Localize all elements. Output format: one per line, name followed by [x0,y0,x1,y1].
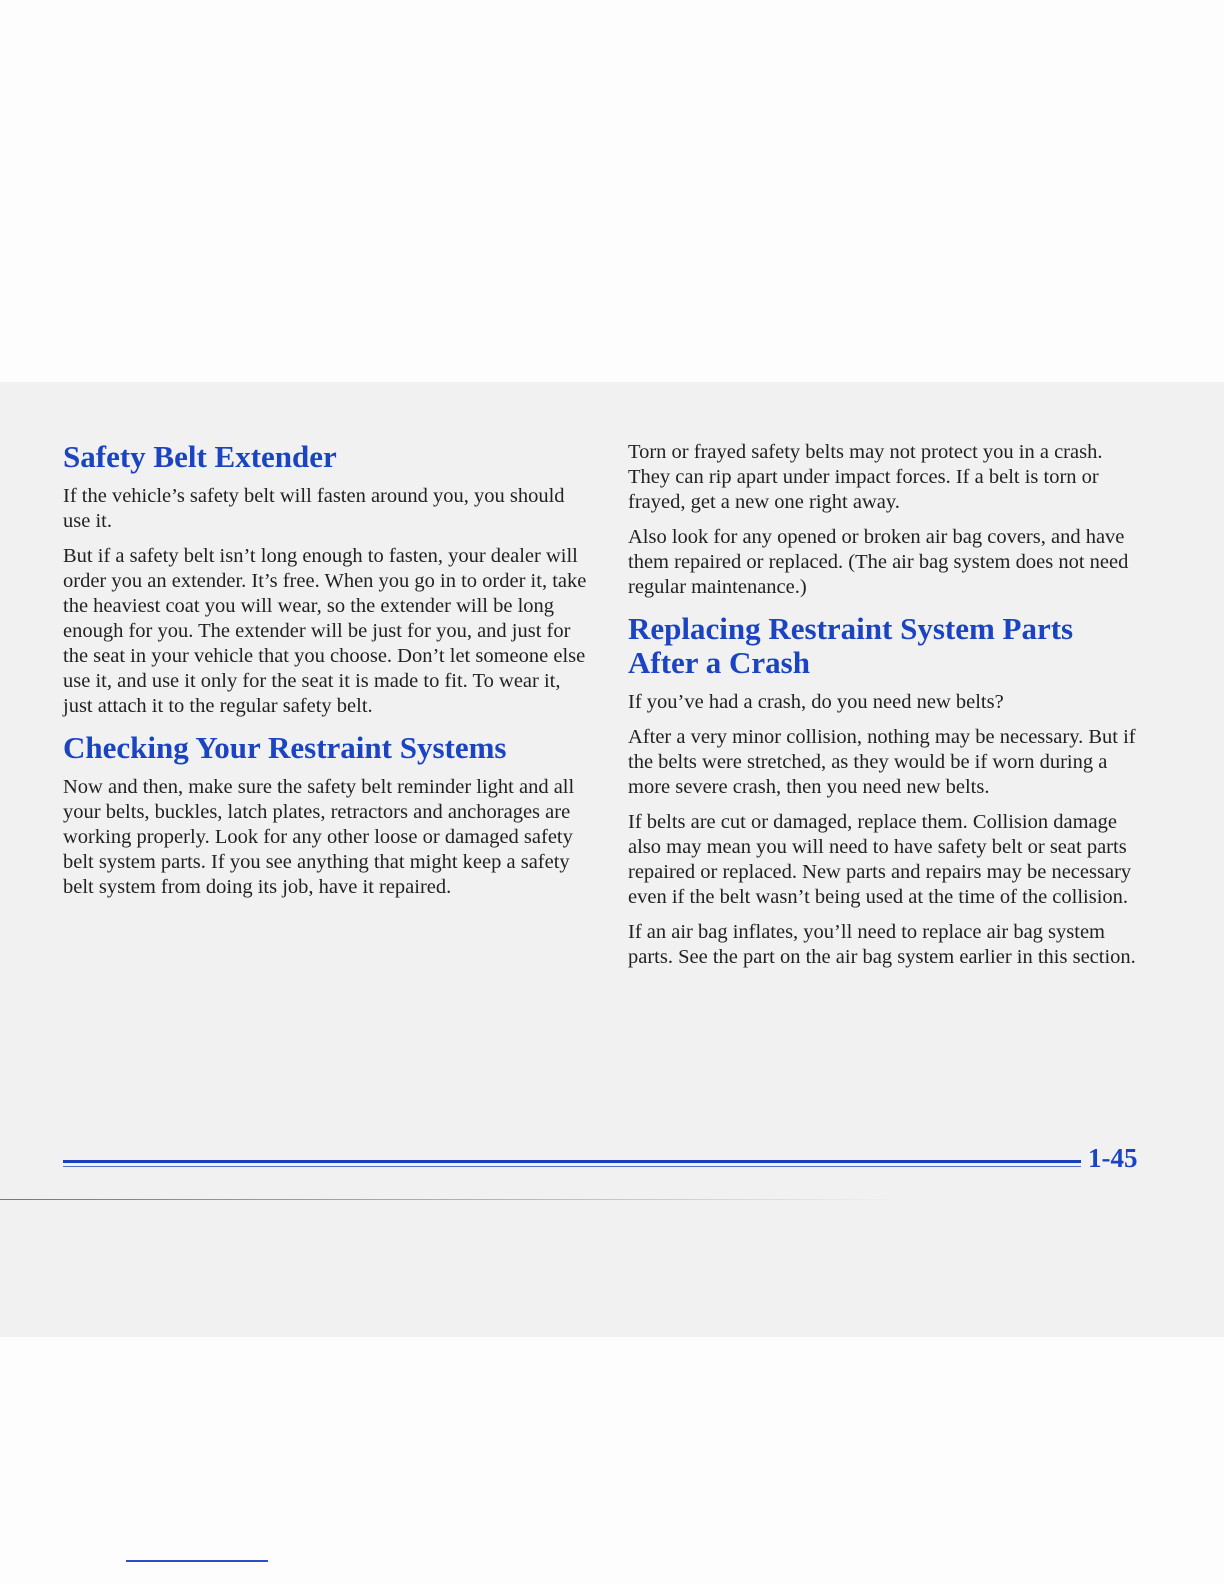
extender-paragraph-1: If the vehicle’s safety belt will fasten around you, you should use it. [63,485,565,532]
replacing-paragraph-4: If an air bag inflates, you’ll need to replace air bag system parts. See the part on the air bag system earlier in this section. [628,921,1136,968]
heading-safety-belt-extender: Safety Belt Extender [63,439,337,474]
air-bag-covers-paragraph: Also look for any opened or broken air bag covers, and have them repaired or replaced. (The air bag system does not need regular maintenance.) [628,526,1129,598]
replacing-paragraph-1: If you’ve had a crash, do you need new belts? [628,691,1004,713]
torn-belts-paragraph: Torn or frayed safety belts may not protect you in a crash. They can rip apart under impact forces. If a belt is torn or frayed, get a new one right away. [628,441,1103,513]
right-column [628,440,1148,970]
replacing-paragraph-2: After a very minor collision, nothing may be necessary. But if the belts were stretched, as they would be if worn during a more severe crash, then you need new belts. [628,726,1136,798]
extender-paragraph-2: But if a safety belt isn’t long enough to fasten, your dealer will order you an extender. It’s free. When you go in to order it, take the heaviest coat you will wear, so the extender will be long enough for you. The extender will be just for you, and just for the seat in your vehicle that you choose. Don’t let someone else use it, and use it only for the seat it is made to fit. To wear it, just attach it to the regular safety belt. [63,545,587,717]
heading-checking-restraint-systems: Checking Your Restraint Systems [63,730,507,765]
checking-paragraph-1: Now and then, make sure the safety belt reminder light and all your belts, buckles, latch plates, retractors and anchorages are working properly. Look for any other loose or damaged safety belt system parts. If you see anything that might keep a safety belt system from doing its job, have it repaired. [63,776,575,898]
scan-artifact-line [0,1199,900,1200]
footer-rule [63,1160,1081,1167]
bottom-blue-line [126,1560,268,1562]
left-column [63,440,593,900]
heading-replacing-restraint-parts: Replacing Restraint System Parts After a Crash [628,611,1074,680]
page-number: 1-45 [1088,1143,1138,1173]
footer-rule-thin [63,1166,1081,1167]
replacing-paragraph-3: If belts are cut or damaged, replace them. Collision damage also may mean you will need to have safety belt or seat parts repaired or replaced. New parts and repairs may be necessary even if the belt wasn’t being used at the time of the collision. [628,811,1132,908]
footer-rule-thick [63,1160,1081,1163]
